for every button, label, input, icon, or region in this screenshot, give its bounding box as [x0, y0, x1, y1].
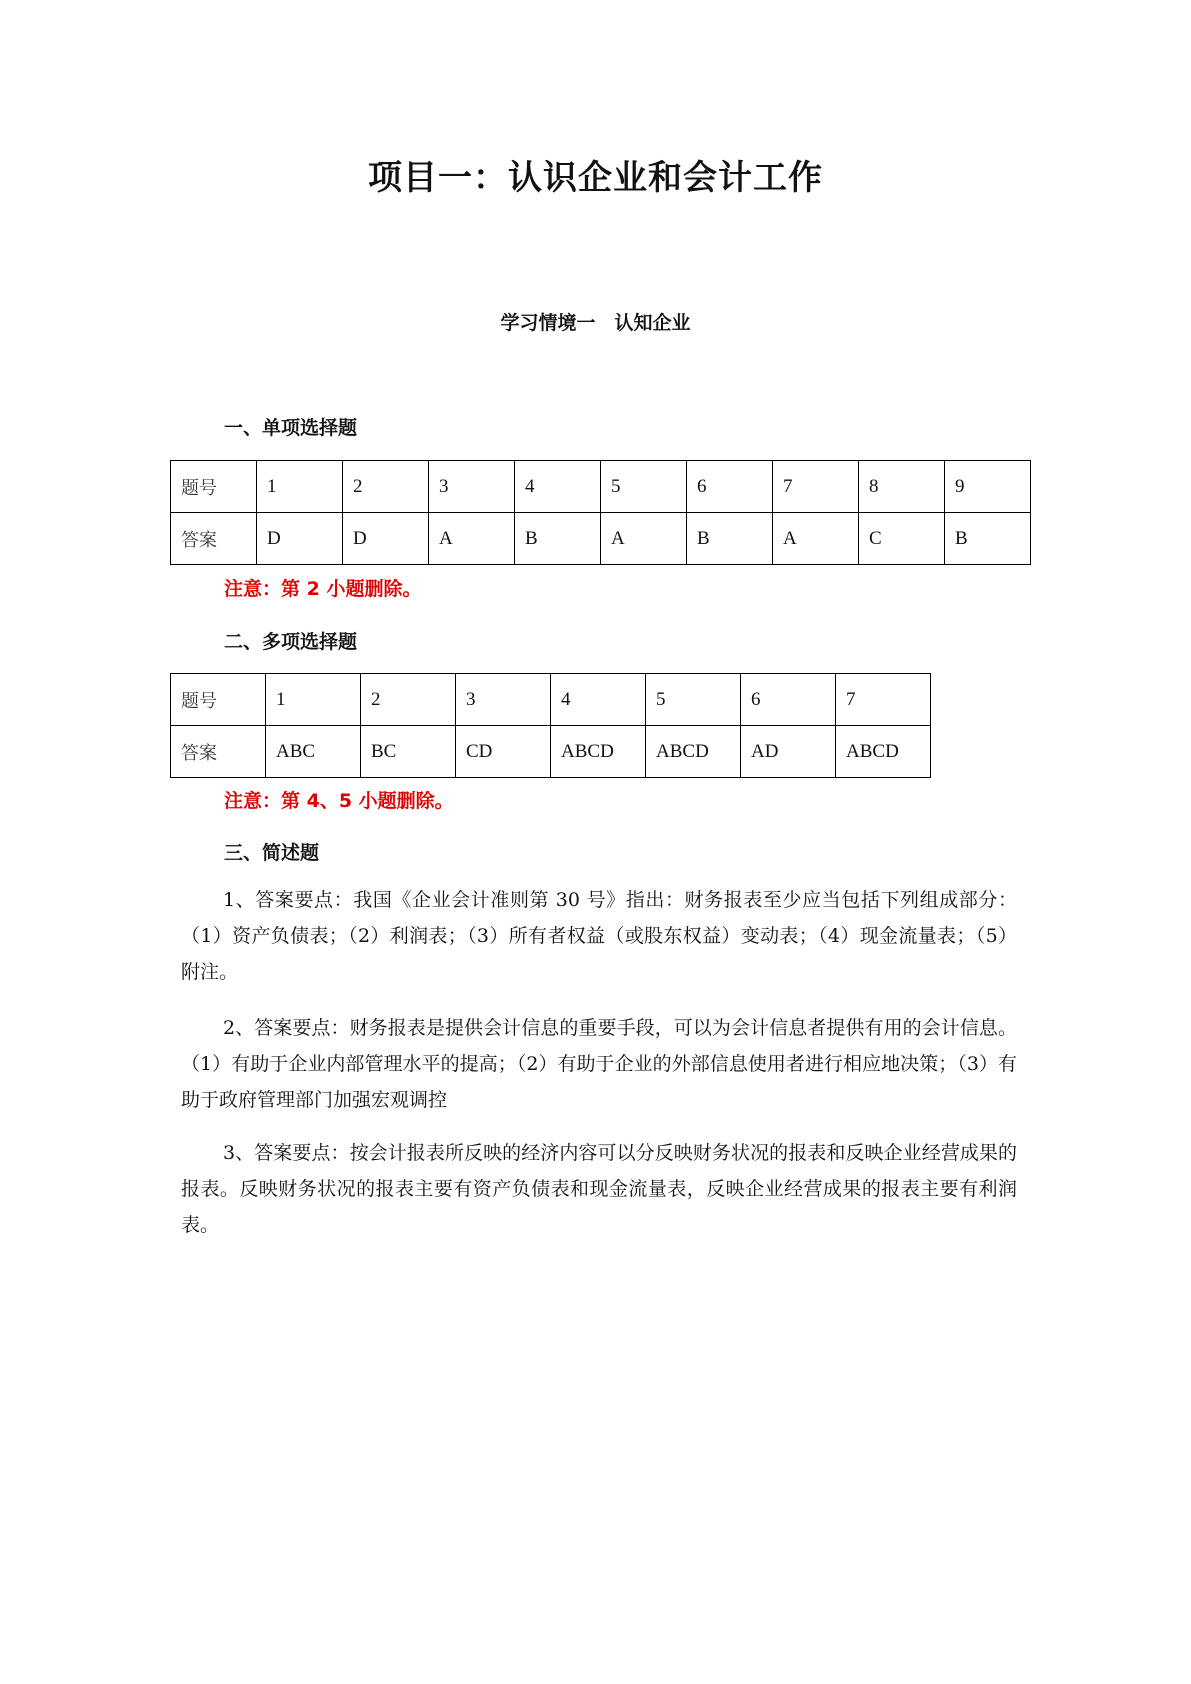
table-cell: 8: [859, 461, 945, 513]
table-cell: 5: [646, 674, 741, 726]
table-cell: 2: [343, 461, 429, 513]
table-cell: ABCD: [836, 726, 931, 778]
answer-paragraph-1: 1、答案要点：我国《企业会计准则第 30 号》指出：财务报表至少应当包括下列组成部分：（1）资产负债表；（2）利润表；（3）所有者权益（或股东权益）变动表；（4）现金流量表；（5）附注。: [181, 889, 1017, 983]
table-cell: 6: [687, 461, 773, 513]
answer-paragraph-2: 2、答案要点：财务报表是提供会计信息的重要手段，可以为会计信息者提供有用的会计信息。（1）有助于企业内部管理水平的提高；（2）有助于企业的外部信息使用者进行相应地决策；（3）有助于政府管理部门加强宏观调控: [181, 1017, 1017, 1111]
table-row: [171, 674, 931, 726]
row-label-answer: 答案: [171, 513, 257, 565]
table-cell: BC: [361, 726, 456, 778]
short-answer-heading: 三、简述题: [224, 842, 320, 864]
table-cell: 9: [945, 461, 1031, 513]
table-cell: 5: [601, 461, 687, 513]
table-cell: A: [773, 513, 859, 565]
table-cell: 3: [456, 674, 551, 726]
table-cell: B: [687, 513, 773, 565]
table-cell: 2: [361, 674, 456, 726]
row-label-number: 题号: [171, 674, 266, 726]
table-cell: D: [257, 513, 343, 565]
table-cell: AD: [741, 726, 836, 778]
table-cell: 7: [773, 461, 859, 513]
single-choice-note: 注意：第 2 小题删除。: [224, 578, 422, 600]
page-title: 项目一：认识企业和会计工作: [368, 158, 823, 198]
single-choice-heading: 一、单项选择题: [224, 417, 358, 439]
multiple-choice-table: [170, 673, 931, 778]
row-label-number: 题号: [171, 461, 257, 513]
table-cell: 1: [266, 674, 361, 726]
table-cell: 4: [515, 461, 601, 513]
table-cell: ABCD: [551, 726, 646, 778]
table-cell: CD: [456, 726, 551, 778]
table-cell: D: [343, 513, 429, 565]
single-choice-table: [170, 460, 1031, 565]
row-label-answer: 答案: [171, 726, 266, 778]
table-cell: A: [601, 513, 687, 565]
answer-paragraph-3: 3、答案要点：按会计报表所反映的经济内容可以分反映财务状况的报表和反映企业经营成果的报表。反映财务状况的报表主要有资产负债表和现金流量表，反映企业经营成果的报表主要有利润表。: [181, 1142, 1017, 1236]
multiple-choice-note: 注意：第 4、5 小题删除。: [224, 790, 454, 812]
table-row: [171, 513, 1031, 565]
table-cell: 3: [429, 461, 515, 513]
table-cell: B: [515, 513, 601, 565]
table-cell: 7: [836, 674, 931, 726]
table-cell: 1: [257, 461, 343, 513]
multiple-choice-heading: 二、多项选择题: [224, 631, 358, 653]
table-cell: C: [859, 513, 945, 565]
table-cell: ABCD: [646, 726, 741, 778]
table-cell: B: [945, 513, 1031, 565]
table-cell: A: [429, 513, 515, 565]
table-cell: 4: [551, 674, 646, 726]
section-subtitle: 学习情境一 认知企业: [500, 312, 691, 334]
table-row: [171, 726, 931, 778]
table-cell: ABC: [266, 726, 361, 778]
table-cell: 6: [741, 674, 836, 726]
table-row: [171, 461, 1031, 513]
